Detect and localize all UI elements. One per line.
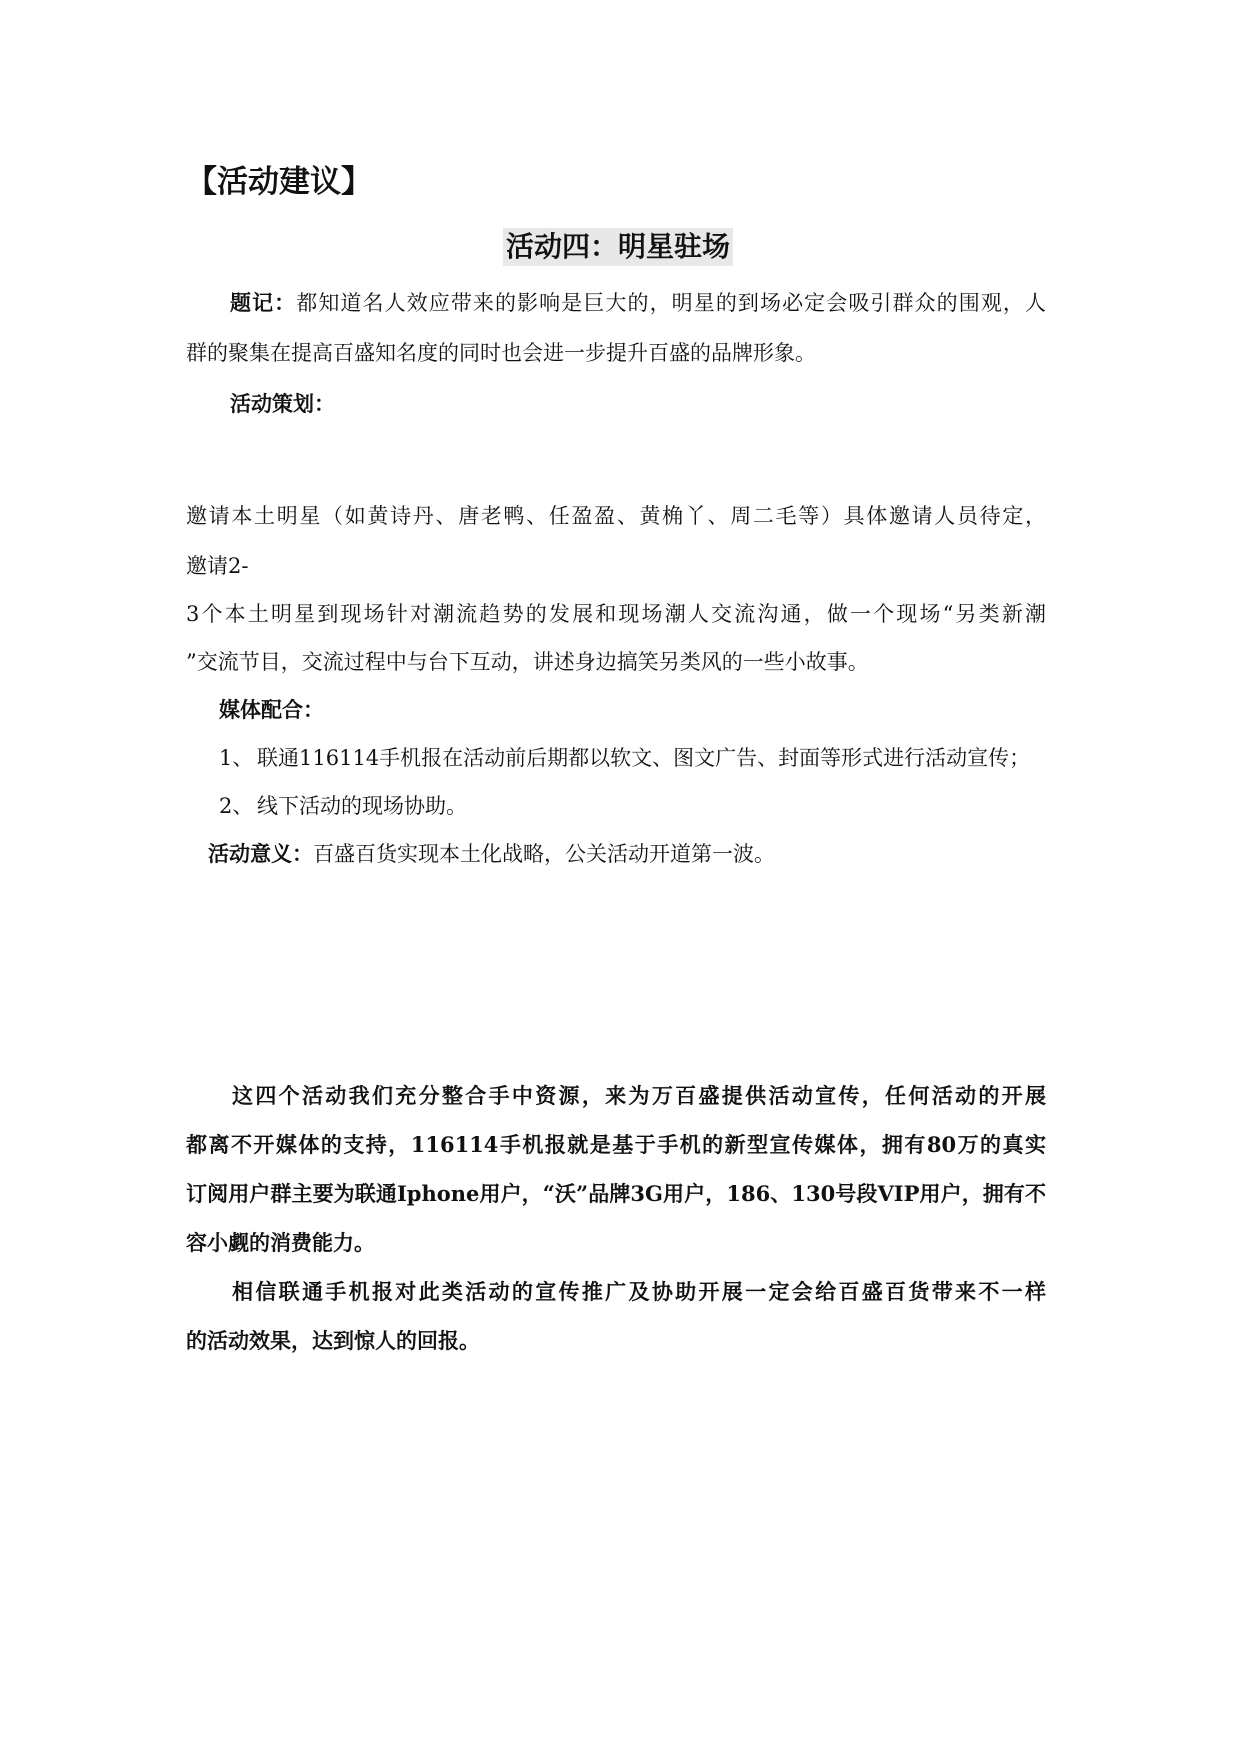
planning-line-4: ”交流节目，交流过程中与台下互动，讲述身边搞笑另类风的一些小故事。	[186, 650, 869, 674]
summary-p1-line-4: 容小觑的消费能力。	[186, 1230, 375, 1255]
inscription-line-2: 群的聚集在提高百盛知名度的同时也会进一步提升百盛的品牌形象。	[186, 341, 816, 365]
summary-p1-line-2: 都离不开媒体的支持，116114手机报就是基于手机的新型宣传媒体，拥有80万的真实	[186, 1132, 1046, 1157]
media-item-number: 2、	[219, 794, 254, 818]
significance-label: 活动意义：	[208, 841, 313, 866]
significance-text: 百盛百货实现本土化战略，公关活动开道第一波。	[313, 842, 775, 866]
summary-p2-line-1: 相信联通手机报对此类活动的宣传推广及协助开展一定会给百盛百货带来不一样	[232, 1279, 1046, 1304]
media-item-2	[219, 792, 467, 820]
media-item-text: 线下活动的现场协助。	[257, 794, 467, 818]
inscription-label: 题记：	[230, 290, 297, 315]
inscription-text-1: 都知道名人效应带来的影响是巨大的，明星的到场必定会吸引群众的围观，人	[296, 291, 1046, 315]
significance-line	[208, 840, 775, 868]
summary-p1-line-3: 订阅用户群主要为联通Iphone用户，“沃”品牌3G用户，186、130号段VIP用户，拥有不	[186, 1181, 1046, 1206]
inscription-line-1	[230, 289, 1046, 317]
summary-p2-line-2: 的活动效果，达到惊人的回报。	[186, 1328, 480, 1353]
media-item-1	[219, 744, 1030, 772]
media-label: 媒体配合：	[219, 697, 324, 722]
planning-line-3: 3个本土明星到现场针对潮流趋势的发展和现场潮人交流沟通，做一个现场“另类新潮	[186, 602, 1046, 626]
planning-line-1: 邀请本土明星（如黄诗丹、唐老鸭、任盈盈、黄桷丫、周二毛等）具体邀请人员待定，	[186, 504, 1046, 528]
planning-label: 活动策划：	[230, 391, 335, 416]
planning-line-2: 邀请2-	[186, 554, 249, 578]
media-item-number: 1、	[219, 746, 254, 770]
section-heading: 【活动建议】	[186, 164, 372, 200]
media-item-text: 联通116114手机报在活动前后期都以软文、图文广告、封面等形式进行活动宣传；	[257, 746, 1031, 770]
activity-title: 活动四：明星驻场	[503, 228, 733, 266]
summary-p1-line-1: 这四个活动我们充分整合手中资源，来为万百盛提供活动宣传，任何活动的开展	[232, 1083, 1046, 1108]
